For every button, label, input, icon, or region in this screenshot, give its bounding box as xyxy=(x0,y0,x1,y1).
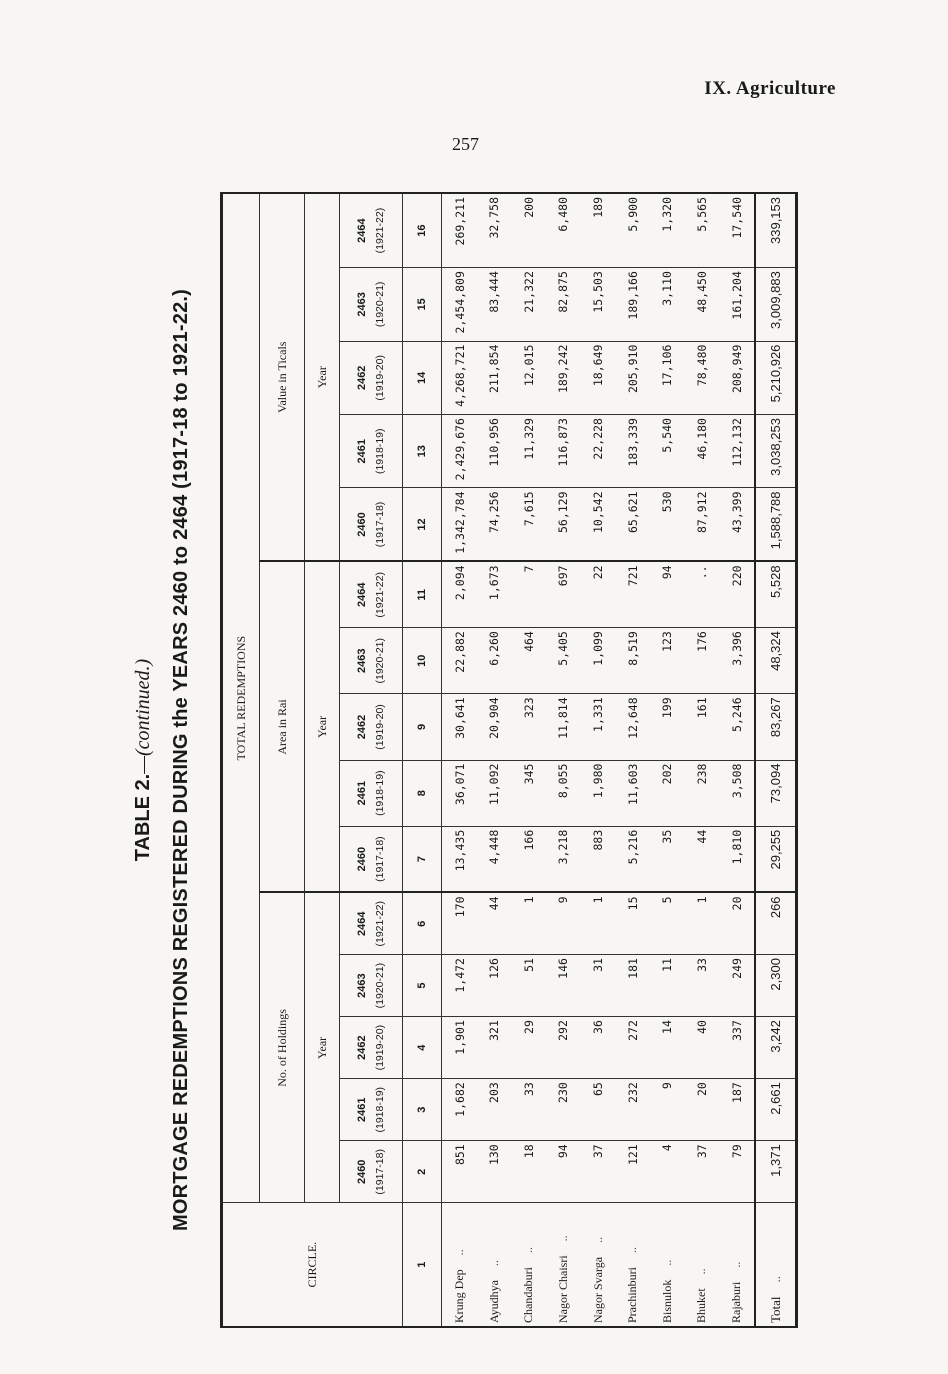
year-ce: (1917-18) xyxy=(374,1149,386,1195)
year-ce: (1918-19) xyxy=(374,770,386,816)
column-number: 14 xyxy=(403,341,442,414)
year-ce: (1921-22) xyxy=(374,900,386,947)
value-cell: 65,621 xyxy=(615,488,650,561)
leader-dots: .. xyxy=(452,1249,466,1256)
holdings-cell: 51 xyxy=(512,955,547,1017)
year-ce: (1918-19) xyxy=(374,1086,386,1133)
holdings-cell: 20 xyxy=(684,1079,719,1141)
year-ce: (1918-19) xyxy=(374,428,386,475)
area-cell: 36,071 xyxy=(442,760,478,826)
table-row xyxy=(512,193,547,1327)
circle-name-cell xyxy=(442,1203,478,1327)
holdings-cell: 37 xyxy=(581,1141,616,1203)
circle-name: Chandaburi xyxy=(521,1267,536,1323)
circle-name-cell xyxy=(719,1203,755,1327)
year-ce: (1921-22) xyxy=(374,572,386,618)
value-cell: 82,875 xyxy=(546,268,581,341)
table-label-text: TABLE 2. xyxy=(132,773,154,862)
area-cell: 123 xyxy=(650,628,685,694)
holdings-cell: 126 xyxy=(477,955,512,1017)
value-cell: 3,038,253 xyxy=(755,415,796,488)
value-cell: 5,210,926 xyxy=(755,341,796,414)
holdings-cell: 187 xyxy=(719,1079,755,1141)
year-header-area: Year xyxy=(305,561,340,892)
area-cell: 5,528 xyxy=(755,561,796,627)
year-ce: (1920-21) xyxy=(374,962,386,1009)
holdings-cell: 94 xyxy=(546,1141,581,1203)
circle-name-cell xyxy=(684,1203,719,1327)
circle-name-cell xyxy=(581,1203,616,1327)
holdings-cell: 33 xyxy=(512,1079,547,1141)
circle-name: Nagor Chaisri xyxy=(555,1255,570,1323)
value-cell: 1,320 xyxy=(650,193,685,268)
area-cell: 11,092 xyxy=(477,760,512,826)
year-cell xyxy=(340,268,403,341)
holdings-cell: 1 xyxy=(684,892,719,954)
table-row xyxy=(442,193,478,1327)
leader-dots: .. xyxy=(694,1268,709,1275)
column-number: 5 xyxy=(403,955,442,1017)
year-ce: (1919-20) xyxy=(374,1024,386,1071)
year-cell xyxy=(340,561,403,627)
value-cell: 3,009,883 xyxy=(755,268,796,341)
value-cell: 4,268,721 xyxy=(442,341,478,414)
area-cell: 8,519 xyxy=(615,628,650,694)
table-row xyxy=(546,193,581,1327)
holdings-cell: 20 xyxy=(719,892,755,954)
column-number: 2 xyxy=(403,1141,442,1203)
year-be: 2464 xyxy=(356,911,368,936)
year-ce: (1917-18) xyxy=(374,836,386,882)
year-cell xyxy=(340,760,403,826)
column-number: 16 xyxy=(403,193,442,268)
value-cell: 48,450 xyxy=(684,268,719,341)
area-cell: 5,405 xyxy=(546,628,581,694)
value-cell: 530 xyxy=(650,488,685,561)
area-cell: 12,648 xyxy=(615,694,650,760)
area-cell: 29,255 xyxy=(755,826,796,892)
year-cell xyxy=(340,1017,403,1079)
leader-dots: .. xyxy=(625,1247,640,1253)
leader-dots: .. xyxy=(659,1259,674,1266)
year-be: 2462 xyxy=(356,365,368,391)
column-number: 6 xyxy=(403,892,442,954)
value-cell: 5,540 xyxy=(650,415,685,488)
year-cell xyxy=(340,415,403,488)
holdings-cell: 292 xyxy=(546,1017,581,1079)
area-cell: 220 xyxy=(719,561,755,627)
leader-dots: .. xyxy=(555,1235,570,1242)
area-cell: 83,267 xyxy=(755,694,796,760)
holdings-cell: 2,300 xyxy=(755,955,796,1017)
holdings-cell: 249 xyxy=(719,955,755,1017)
circle-name: Ayudhya xyxy=(486,1280,501,1323)
year-cell xyxy=(340,694,403,760)
group-header-area: Area in Rai xyxy=(260,561,305,892)
value-cell: 211,854 xyxy=(477,341,512,414)
year-be: 2463 xyxy=(356,648,368,673)
area-cell: 94 xyxy=(650,561,685,627)
value-cell: 22,228 xyxy=(581,415,616,488)
holdings-cell: 272 xyxy=(615,1017,650,1079)
year-cell xyxy=(340,955,403,1017)
area-cell: 22 xyxy=(581,561,616,627)
area-cell: 1,331 xyxy=(581,694,616,760)
year-be: 2464 xyxy=(356,218,368,243)
year-cell xyxy=(340,341,403,414)
value-cell: 15,503 xyxy=(581,268,616,341)
area-cell: .. xyxy=(684,561,719,627)
holdings-cell: 4 xyxy=(650,1141,685,1203)
value-cell: 200 xyxy=(512,193,547,268)
group-header-holdings: No. of Holdings xyxy=(260,892,305,1202)
holdings-cell: 232 xyxy=(615,1079,650,1141)
total-row xyxy=(755,193,796,1327)
value-cell: 339,153 xyxy=(755,193,796,268)
holdings-cell: 79 xyxy=(719,1141,755,1203)
area-cell: 1,673 xyxy=(477,561,512,627)
holdings-cell: 37 xyxy=(684,1141,719,1203)
holdings-cell: 14 xyxy=(650,1017,685,1079)
year-header-value: Year xyxy=(305,193,340,561)
value-cell: 116,873 xyxy=(546,415,581,488)
circle-name-cell xyxy=(650,1203,685,1327)
value-cell: 6,480 xyxy=(546,193,581,268)
holdings-cell: 851 xyxy=(442,1141,478,1203)
area-cell: 13,435 xyxy=(442,826,478,892)
year-be: 2461 xyxy=(356,1097,368,1122)
circle-name: Rajaburi xyxy=(729,1281,744,1323)
year-cell xyxy=(340,1141,403,1203)
value-cell: 189,242 xyxy=(546,341,581,414)
value-cell: 3,110 xyxy=(650,268,685,341)
column-number: 7 xyxy=(403,826,442,892)
holdings-cell: 9 xyxy=(650,1079,685,1141)
holdings-cell: 230 xyxy=(546,1079,581,1141)
value-cell: 78,480 xyxy=(684,341,719,414)
year-be: 2462 xyxy=(356,1035,368,1060)
value-cell: 161,204 xyxy=(719,268,755,341)
leader-dots: .. xyxy=(590,1236,605,1243)
value-cell: 32,758 xyxy=(477,193,512,268)
holdings-cell: 31 xyxy=(581,955,616,1017)
area-cell: 202 xyxy=(650,760,685,826)
value-cell: 43,399 xyxy=(719,488,755,561)
column-number: 15 xyxy=(403,268,442,341)
year-be: 2460 xyxy=(356,846,368,872)
value-cell: 17,540 xyxy=(719,193,755,268)
holdings-cell: 44 xyxy=(477,892,512,954)
area-cell: 48,324 xyxy=(755,628,796,694)
holdings-cell: 15 xyxy=(615,892,650,954)
year-be: 2461 xyxy=(356,780,368,806)
year-cell xyxy=(340,1079,403,1141)
value-cell: 12,015 xyxy=(512,341,547,414)
area-cell: 8,055 xyxy=(546,760,581,826)
year-be: 2463 xyxy=(356,973,368,998)
holdings-cell: 1,901 xyxy=(442,1017,478,1079)
area-cell: 6,260 xyxy=(477,628,512,694)
area-cell: 44 xyxy=(684,826,719,892)
year-cell xyxy=(340,488,403,561)
area-cell: 35 xyxy=(650,826,685,892)
area-cell: 464 xyxy=(512,628,547,694)
leader-dots: .. xyxy=(767,1275,783,1283)
holdings-cell: 203 xyxy=(477,1079,512,1141)
area-cell: 4,448 xyxy=(477,826,512,892)
year-ce: (1919-20) xyxy=(374,355,386,401)
value-cell: 83,444 xyxy=(477,268,512,341)
area-cell: 1,810 xyxy=(719,826,755,892)
circle-name-cell xyxy=(512,1203,547,1327)
holdings-cell: 3,242 xyxy=(755,1017,796,1079)
area-cell: 7 xyxy=(512,561,547,627)
year-be: 2462 xyxy=(356,714,368,740)
year-cell xyxy=(340,628,403,694)
year-ce: (1917-18) xyxy=(374,501,386,548)
table-row xyxy=(581,193,616,1327)
value-cell: 18,649 xyxy=(581,341,616,414)
area-cell: 883 xyxy=(581,826,616,892)
area-cell: 1,980 xyxy=(581,760,616,826)
year-header-holdings: Year xyxy=(305,892,340,1202)
value-cell: 1,342,784 xyxy=(442,488,478,561)
holdings-cell: 1,472 xyxy=(442,955,478,1017)
rotated-table-page xyxy=(124,180,824,1340)
table-row xyxy=(477,193,512,1327)
year-be: 2460 xyxy=(356,512,368,537)
year-be: 2461 xyxy=(356,439,368,464)
area-cell: 3,508 xyxy=(719,760,755,826)
column-number: 3 xyxy=(403,1079,442,1141)
table-row xyxy=(719,193,755,1327)
value-cell: 21,322 xyxy=(512,268,547,341)
area-cell: 2,094 xyxy=(442,561,478,627)
year-ce: (1919-20) xyxy=(374,704,386,750)
circle-name-cell xyxy=(755,1203,796,1327)
page-number: 257 xyxy=(452,134,479,154)
year-cell xyxy=(340,892,403,954)
value-cell: 87,912 xyxy=(684,488,719,561)
holdings-cell: 181 xyxy=(615,955,650,1017)
holdings-cell: 146 xyxy=(546,955,581,1017)
year-ce: (1920-21) xyxy=(374,637,386,684)
value-cell: 110,956 xyxy=(477,415,512,488)
area-cell: 161 xyxy=(684,694,719,760)
area-cell: 3,396 xyxy=(719,628,755,694)
holdings-cell: 9 xyxy=(546,892,581,954)
table-caption xyxy=(124,180,234,1340)
value-cell: 10,542 xyxy=(581,488,616,561)
column-number: 4 xyxy=(403,1017,442,1079)
holdings-cell: 29 xyxy=(512,1017,547,1079)
value-cell: 11,329 xyxy=(512,415,547,488)
area-cell: 345 xyxy=(512,760,547,826)
area-cell: 697 xyxy=(546,561,581,627)
area-cell: 199 xyxy=(650,694,685,760)
table-row xyxy=(615,193,650,1327)
area-cell: 11,603 xyxy=(615,760,650,826)
circle-name: Nagor Svarga xyxy=(590,1256,605,1323)
value-cell: 1,588,788 xyxy=(755,488,796,561)
area-cell: 166 xyxy=(512,826,547,892)
area-cell: 22,882 xyxy=(442,628,478,694)
circle-name: Krung Dep xyxy=(452,1269,466,1323)
column-number: 8 xyxy=(403,760,442,826)
column-number: 10 xyxy=(403,628,442,694)
value-cell: 56,129 xyxy=(546,488,581,561)
section-header: IX. Agriculture xyxy=(704,78,836,99)
table-label-suffix: —(continued.) xyxy=(132,658,154,774)
value-cell: 17,106 xyxy=(650,341,685,414)
redemptions-table xyxy=(220,192,798,1328)
column-number: 12 xyxy=(403,488,442,561)
holdings-cell: 33 xyxy=(684,955,719,1017)
value-cell: 2,454,809 xyxy=(442,268,478,341)
area-cell: 5,246 xyxy=(719,694,755,760)
holdings-cell: 266 xyxy=(755,892,796,954)
circle-header: CIRCLE. xyxy=(222,1203,403,1327)
holdings-cell: 170 xyxy=(442,892,478,954)
column-number: 1 xyxy=(403,1203,442,1327)
circle-name: Total xyxy=(767,1296,783,1323)
value-cell: 208,949 xyxy=(719,341,755,414)
value-cell: 5,900 xyxy=(615,193,650,268)
holdings-cell: 1 xyxy=(581,892,616,954)
area-cell: 176 xyxy=(684,628,719,694)
area-cell: 323 xyxy=(512,694,547,760)
area-cell: 73,094 xyxy=(755,760,796,826)
column-number: 11 xyxy=(403,561,442,627)
circle-name: Bhuket xyxy=(694,1288,709,1323)
year-cell xyxy=(340,193,403,268)
holdings-cell: 2,661 xyxy=(755,1079,796,1141)
area-cell: 1,099 xyxy=(581,628,616,694)
area-cell: 20,904 xyxy=(477,694,512,760)
circle-name: Prachinburi xyxy=(625,1267,640,1323)
value-cell: 189,166 xyxy=(615,268,650,341)
holdings-cell: 1,371 xyxy=(755,1141,796,1203)
holdings-cell: 321 xyxy=(477,1017,512,1079)
year-be: 2464 xyxy=(356,582,368,608)
value-cell: 269,211 xyxy=(442,193,478,268)
table-row xyxy=(684,193,719,1327)
table-label xyxy=(132,180,155,1340)
circle-name-cell xyxy=(546,1203,581,1327)
circle-name: Bisnulok xyxy=(659,1279,674,1323)
area-cell: 3,218 xyxy=(546,826,581,892)
holdings-cell: 65 xyxy=(581,1079,616,1141)
value-cell: 5,565 xyxy=(684,193,719,268)
year-be: 2460 xyxy=(356,1159,368,1185)
column-number: 13 xyxy=(403,415,442,488)
leader-dots: .. xyxy=(521,1247,536,1253)
circle-name-cell xyxy=(477,1203,512,1327)
holdings-cell: 337 xyxy=(719,1017,755,1079)
table-title: MORTGAGE REDEMPTIONS REGISTERED DURING the YEARS 2460 to 2464 (1917-18 to 1921-22.) xyxy=(170,288,192,1232)
holdings-cell: 40 xyxy=(684,1017,719,1079)
table-row xyxy=(650,193,685,1327)
year-ce: (1920-21) xyxy=(374,281,386,328)
holdings-cell: 5 xyxy=(650,892,685,954)
area-cell: 11,814 xyxy=(546,694,581,760)
value-cell: 46,180 xyxy=(684,415,719,488)
leader-dots: .. xyxy=(486,1260,501,1267)
value-cell: 112,132 xyxy=(719,415,755,488)
value-cell: 2,429,676 xyxy=(442,415,478,488)
total-redemptions-header: TOTAL REDEMPTIONS xyxy=(222,193,260,1203)
value-cell: 7,615 xyxy=(512,488,547,561)
value-cell: 205,910 xyxy=(615,341,650,414)
holdings-cell: 121 xyxy=(615,1141,650,1203)
year-be: 2463 xyxy=(356,292,368,317)
holdings-cell: 11 xyxy=(650,955,685,1017)
holdings-cell: 130 xyxy=(477,1141,512,1203)
value-cell: 183,339 xyxy=(615,415,650,488)
area-cell: 5,216 xyxy=(615,826,650,892)
value-cell: 74,256 xyxy=(477,488,512,561)
holdings-cell: 1 xyxy=(512,892,547,954)
circle-name-cell xyxy=(615,1203,650,1327)
area-cell: 30,641 xyxy=(442,694,478,760)
area-cell: 721 xyxy=(615,561,650,627)
value-cell: 189 xyxy=(581,193,616,268)
holdings-cell: 18 xyxy=(512,1141,547,1203)
column-number: 9 xyxy=(403,694,442,760)
year-cell xyxy=(340,826,403,892)
leader-dots: .. xyxy=(729,1261,744,1268)
area-cell: 238 xyxy=(684,760,719,826)
holdings-cell: 1,682 xyxy=(442,1079,478,1141)
holdings-cell: 36 xyxy=(581,1017,616,1079)
year-ce: (1921-22) xyxy=(374,207,386,254)
group-header-value: Value in Ticals xyxy=(260,193,305,561)
